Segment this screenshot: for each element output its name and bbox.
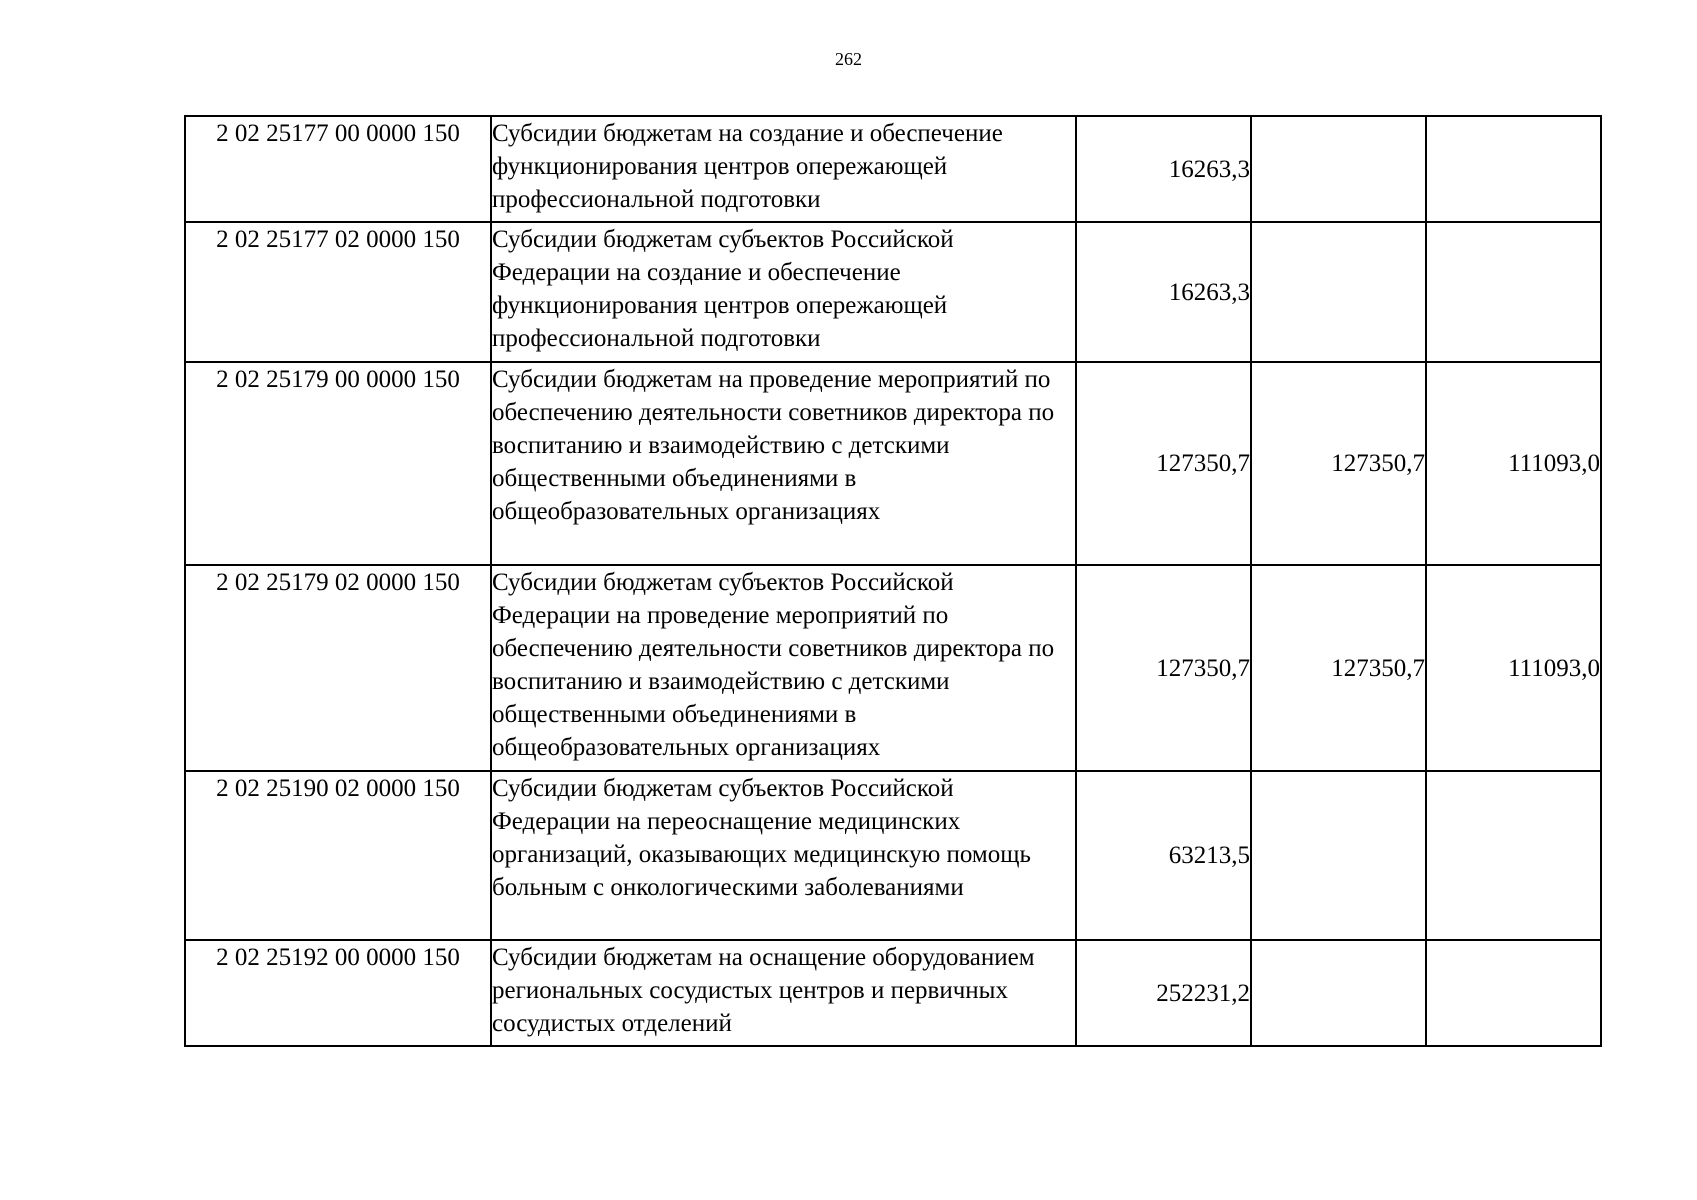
row-description: Субсидии бюджетам на проведение мероприятий по обеспечению деятельности советников директора по воспитанию и взаимодействию с детскими общественными объединениями в общеобразовательных организациях (491, 362, 1076, 565)
value-cell (1251, 222, 1426, 362)
value-cell: 111093,0 (1426, 565, 1601, 771)
value-cell: 63213,5 (1076, 771, 1251, 940)
budget-code: 2 02 25177 02 0000 150 (185, 222, 491, 362)
table-row (185, 565, 1601, 771)
page-number: 262 (835, 49, 862, 69)
table-row (185, 771, 1601, 940)
budget-code: 2 02 25179 02 0000 150 (185, 565, 491, 771)
value-cell (1426, 116, 1601, 222)
row-description: Субсидии бюджетам на оснащение оборудованием региональных сосудистых центров и первичных сосудистых отделений (491, 940, 1076, 1046)
row-description: Субсидии бюджетам на создание и обеспечение функционирования центров опережающей профессиональной подготовки (491, 116, 1076, 222)
value-cell: 111093,0 (1426, 362, 1601, 565)
budget-table (184, 115, 1602, 1047)
value-cell: 127350,7 (1076, 362, 1251, 565)
value-cell (1426, 771, 1601, 940)
table-row (185, 116, 1601, 222)
budget-code: 2 02 25192 00 0000 150 (185, 940, 491, 1046)
value-cell: 252231,2 (1076, 940, 1251, 1046)
table-row (185, 222, 1601, 362)
value-cell (1251, 771, 1426, 940)
value-cell: 127350,7 (1076, 565, 1251, 771)
row-description: Субсидии бюджетам субъектов Российской Федерации на переоснащение медицинских организаций, оказывающих медицинскую помощь больным с онкологическими заболеваниями (491, 771, 1076, 940)
value-cell (1426, 222, 1601, 362)
value-cell (1251, 940, 1426, 1046)
value-cell: 127350,7 (1251, 362, 1426, 565)
value-cell (1426, 940, 1601, 1046)
table-row (185, 940, 1601, 1046)
row-description: Субсидии бюджетам субъектов Российской Федерации на проведение мероприятий по обеспечению деятельности советников директора по воспитанию и взаимодействию с детскими общественными объединениями в общеобразовательных организациях (491, 565, 1076, 771)
budget-code: 2 02 25177 00 0000 150 (185, 116, 491, 222)
value-cell: 127350,7 (1251, 565, 1426, 771)
row-description: Субсидии бюджетам субъектов Российской Федерации на создание и обеспечение функционирования центров опережающей профессиональной подготовки (491, 222, 1076, 362)
budget-code: 2 02 25190 02 0000 150 (185, 771, 491, 940)
table-row (185, 362, 1601, 565)
value-cell (1251, 116, 1426, 222)
value-cell: 16263,3 (1076, 222, 1251, 362)
value-cell: 16263,3 (1076, 116, 1251, 222)
budget-code: 2 02 25179 00 0000 150 (185, 362, 491, 565)
